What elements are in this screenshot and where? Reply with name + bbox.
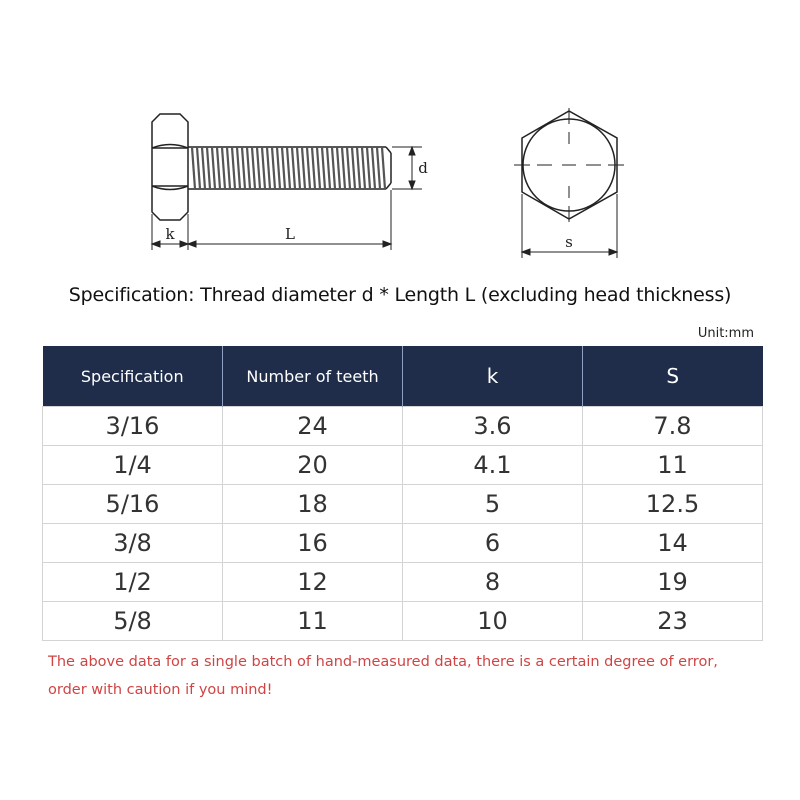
cell-s: 12.5 xyxy=(583,485,763,524)
cell-k: 6 xyxy=(403,524,583,563)
cell-k: 4.1 xyxy=(403,446,583,485)
cell-s: 23 xyxy=(583,602,763,641)
unit-label: Unit:mm xyxy=(697,326,754,341)
table-row xyxy=(43,524,763,563)
table-header-row xyxy=(43,346,763,407)
table-row xyxy=(43,407,763,446)
cell-specification: 1/4 xyxy=(43,446,223,485)
cell-specification: 1/2 xyxy=(43,563,223,602)
cell-teeth: 12 xyxy=(223,563,403,602)
disclaimer-note xyxy=(48,648,778,704)
table-row xyxy=(43,563,763,602)
header-k: k xyxy=(403,346,583,407)
bolt-head-top-view xyxy=(514,108,624,222)
label-k: k xyxy=(165,225,175,243)
table-row xyxy=(43,485,763,524)
header-number-of-teeth: Number of teeth xyxy=(223,346,403,407)
label-d: d xyxy=(418,159,428,177)
cell-specification: 3/8 xyxy=(43,524,223,563)
cell-s: 7.8 xyxy=(583,407,763,446)
cell-k: 3.6 xyxy=(403,407,583,446)
cell-k: 5 xyxy=(403,485,583,524)
spec-table xyxy=(42,346,763,641)
cell-teeth: 18 xyxy=(223,485,403,524)
disclaimer-line-2: order with caution if you mind! xyxy=(48,682,273,698)
bolt-thread xyxy=(192,147,385,189)
cell-specification: 3/16 xyxy=(43,407,223,446)
cell-teeth: 20 xyxy=(223,446,403,485)
header-specification: Specification xyxy=(43,346,223,407)
label-s: s xyxy=(565,233,573,251)
cell-specification: 5/8 xyxy=(43,602,223,641)
cell-teeth: 11 xyxy=(223,602,403,641)
table-row xyxy=(43,446,763,485)
header-s: S xyxy=(583,346,763,407)
label-L: L xyxy=(285,225,295,243)
disclaimer-line-1: The above data for a single batch of hand-measured data, there is a certain degree of error, xyxy=(48,654,718,670)
cell-s: 11 xyxy=(583,446,763,485)
cell-s: 19 xyxy=(583,563,763,602)
spec-title: Specification: Thread diameter d * Length L (excluding head thickness) xyxy=(68,284,732,306)
cell-teeth: 24 xyxy=(223,407,403,446)
bolt-side-view xyxy=(152,114,391,220)
bolt-diagram xyxy=(0,0,800,280)
cell-teeth: 16 xyxy=(223,524,403,563)
table-row xyxy=(43,602,763,641)
cell-k: 10 xyxy=(403,602,583,641)
cell-k: 8 xyxy=(403,563,583,602)
cell-s: 14 xyxy=(583,524,763,563)
cell-specification: 5/16 xyxy=(43,485,223,524)
